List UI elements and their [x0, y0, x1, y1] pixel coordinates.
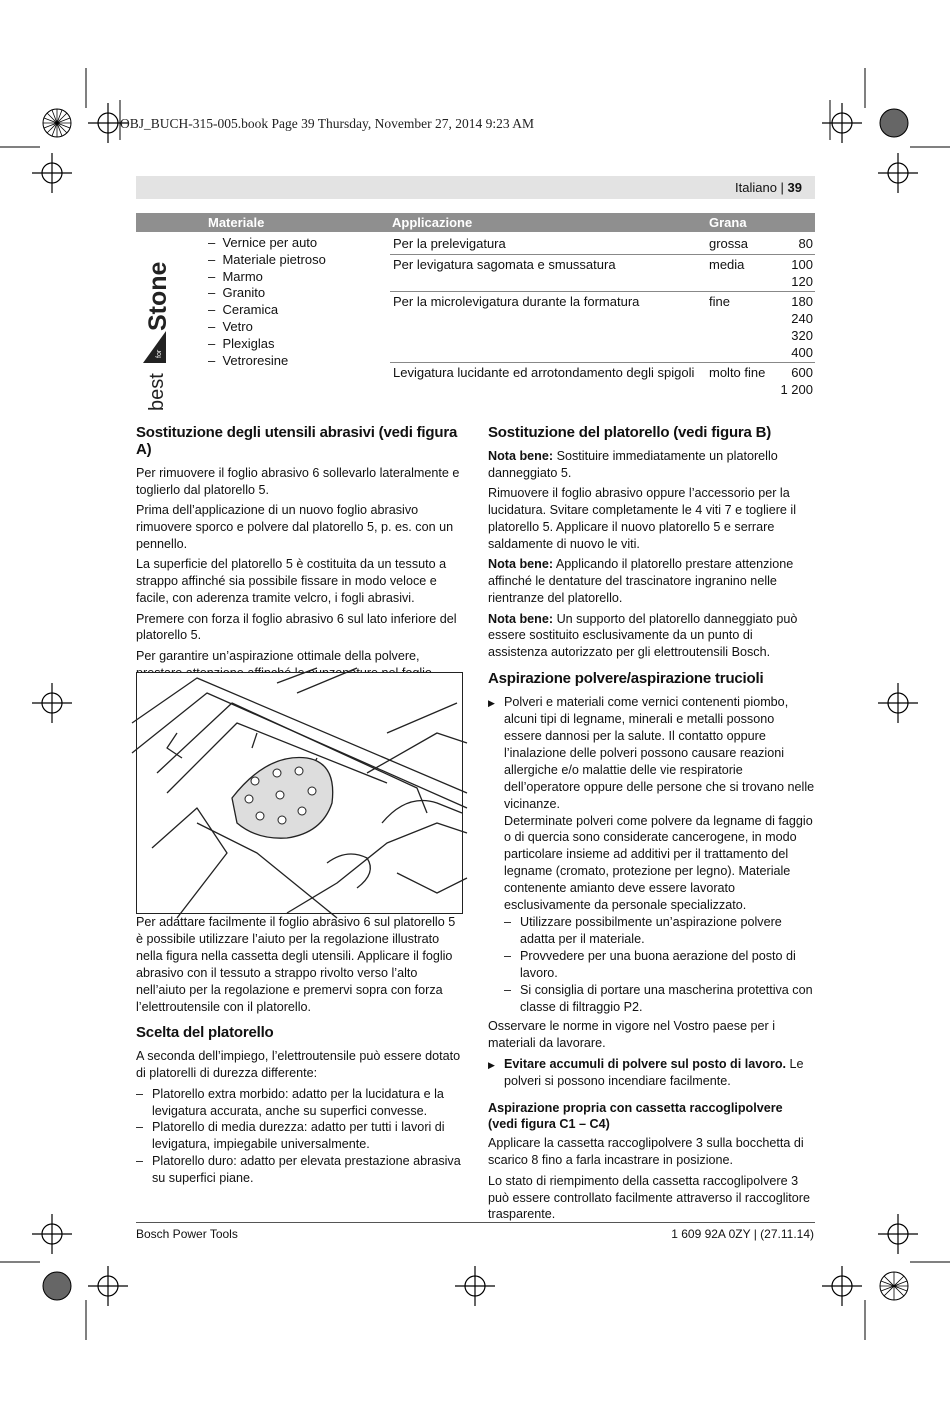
- paragraph: Per garantire un’aspirazione ottimale della polvere,: [136, 648, 420, 663]
- print-file-info: OBJ_BUCH-315-005.book Page 39 Thursday, November 27, 2014 9:23 AM: [120, 116, 534, 131]
- figure-sanding-pad-in-case: [136, 672, 463, 914]
- material-item: – Marmo: [208, 268, 263, 284]
- col-header-applicazione: Applicazione: [392, 215, 473, 230]
- svg-text:for: for: [156, 349, 163, 358]
- language-label: Italiano: [735, 180, 777, 195]
- list-item: – Platorello extra morbido: adatto per la lucidatura e la levigatura accurata, anche su superfici convesse.: [136, 1086, 462, 1120]
- dust-measures-list: [504, 914, 815, 1015]
- paragraph: Per adattare facilmente il foglio abrasivo 6 sul platorello 5 è possibile utilizzare l’aiuto per la regolazione illustrato nella figura nella cassetta degli utensili. Applicare il foglio abrasivo con il tessuto a strappo rivolto verso l’alto nell’aiuto per la regolazione e premervi sopra con forza l’elettroutensile con il platorello.: [136, 915, 456, 1014]
- col-header-grana: Grana: [709, 215, 747, 230]
- material-item: – Ceramica: [208, 302, 279, 318]
- right-column: [488, 425, 815, 1227]
- list-item: – Platorello duro: adatto per elevata prestazione abrasiva su superfici piane.: [136, 1153, 462, 1187]
- material-item: – Granito: [208, 285, 266, 301]
- material-item: – Vetro: [208, 318, 253, 334]
- page-number: 39: [787, 180, 802, 195]
- paragraph: La superficie del platorello 5 è costituita da un tessuto a strappo affinché sia possibile fissare in modo veloce e facile, con aderenza tramite velcro, i fogli abrasivi.: [136, 557, 447, 606]
- subsection-title: Aspirazione propria con cassetta raccoglipolvere (vedi figura C1 – C4): [488, 1100, 783, 1132]
- material-item: – Materiale pietroso: [208, 251, 326, 267]
- svg-text:Stone: Stone: [144, 261, 172, 331]
- best-for-stone-logo: [139, 236, 172, 411]
- row-divider: [390, 362, 815, 363]
- list-item: – Platorello di media durezza: adatto per tutti i lavori di levigatura, impiegabile universalmente.: [136, 1119, 462, 1153]
- paragraph: Lo stato di riempimento della cassetta raccoglipolvere 3 può essere controllato facilmente attraverso il raccoglitore trasparente.: [488, 1173, 810, 1222]
- row-divider: [390, 291, 815, 292]
- table-header: [136, 213, 815, 232]
- svg-text:best: best: [146, 373, 168, 411]
- warning-bullet: ▶ Evitare accumuli di polvere sul posto di lavoro. Le polveri si possono incendiare facilmente.: [488, 1056, 815, 1090]
- page-label: Italiano | 39: [735, 180, 802, 195]
- note-paragraph: Nota bene: Un supporto del platorello danneggiato può essere sostituito esclusivamente da un punto di assistenza autorizzato per gli elettroutensili Bosch.: [488, 611, 798, 660]
- section-title: Scelta del platorello: [136, 1024, 274, 1042]
- list-item: – Provvedere per una buona aerazione del posto di lavoro.: [504, 948, 815, 982]
- section-title: Sostituzione degli utensili abrasivi (vedi figura A): [136, 424, 458, 458]
- col-header-materiale: Materiale: [208, 215, 265, 230]
- section-title: Aspirazione polvere/aspirazione trucioli: [488, 670, 764, 688]
- left-column-lower: [136, 914, 462, 1190]
- material-item: – Vernice per auto: [208, 235, 318, 250]
- row-divider: [390, 254, 815, 255]
- warning-bullet: ▶ Polveri e materiali come vernici contenenti piombo, alcuni tipi di legname, minerali e metalli possono essere dannosi per la salute. Il contatto oppure l’inalazione delle polveri possono causare reazioni allergiche e/o malattie delle vie respiratorie dell’operatore oppure delle persone che si trovano nelle vicinanze.: [488, 694, 815, 812]
- figure-illustration: [137, 673, 462, 913]
- materials-list: [208, 235, 326, 369]
- footer-divider: [136, 1222, 815, 1223]
- paragraph: Applicare la cassetta raccoglipolvere 3 sulla bocchetta di scarico 8 fino a farla incastrare in posizione.: [488, 1136, 804, 1168]
- paragraph: Prima dell’applicazione di un nuovo foglio abrasivo rimuovere sporco e polvere dal platorello 5, p. es. con un pennello.: [136, 503, 454, 551]
- list-item: – Utilizzare possibilmente un’aspirazione polvere adatta per il materiale.: [504, 914, 815, 948]
- list-item: – Si consiglia di portare una mascherina protettiva con classe di filtraggio P2.: [504, 982, 815, 1016]
- paragraph: Rimuovere il foglio abrasivo oppure l’accessorio per la lucidatura. Svitare completamente le 4 viti 7 e togliere il platorello 5. Applicare il nuovo platorello 5 e serrare saldamente di nuovo le viti.: [488, 486, 796, 551]
- paragraph: Per rimuovere il foglio abrasivo 6 sollevarlo lateralmente e toglierlo dal platorello 5.: [136, 465, 460, 497]
- warning-continuation: Determinate polveri come polvere da legname di faggio o di quercia sono considerate cancerogene, in modo particolare insieme ad additivi per il trattamento del legname (cromato, protezione per legno). Materiale contenente amianto deve essere lavorato esclusivamente da personale specializzato. – Utilizzare possibilmente un’aspirazione polvere adatta per il materiale. – Provvedere per una buona aerazione del posto di lavoro. – Si consiglia di portare una mascherina protettiva con classe di filtraggio P2.: [488, 813, 815, 1016]
- material-item: – Vetroresine: [208, 352, 289, 368]
- paragraph: A seconda dell’impiego, l’elettroutensile può essere dotato di platorelli di durezza differente:: [136, 1049, 461, 1081]
- page-header-bar: [136, 176, 815, 199]
- material-item: – Plexiglas: [208, 335, 275, 351]
- section-title: Sostituzione del platorello (vedi figura B): [488, 424, 772, 441]
- note-paragraph: Nota bene: Sostituire immediatamente un platorello danneggiato 5.: [488, 448, 778, 480]
- left-column-upper: [136, 425, 462, 702]
- footer-doc-code: 1 609 92A 0ZY | (27.11.14): [671, 1227, 814, 1241]
- paragraph: Premere con forza il foglio abrasivo 6 sul lato inferiore del platorello 5.: [136, 611, 457, 643]
- note-paragraph: Nota bene: Applicando il platorello prestare attenzione affinché le dentature del trascinatore ingranino nelle rientranze del platorello.: [488, 557, 794, 606]
- paragraph: Osservare le norme in vigore nel Vostro paese per i materiali da lavorare.: [488, 1019, 775, 1051]
- footer-brand: Bosch Power Tools: [136, 1227, 238, 1241]
- pad-types-list: [136, 1086, 462, 1187]
